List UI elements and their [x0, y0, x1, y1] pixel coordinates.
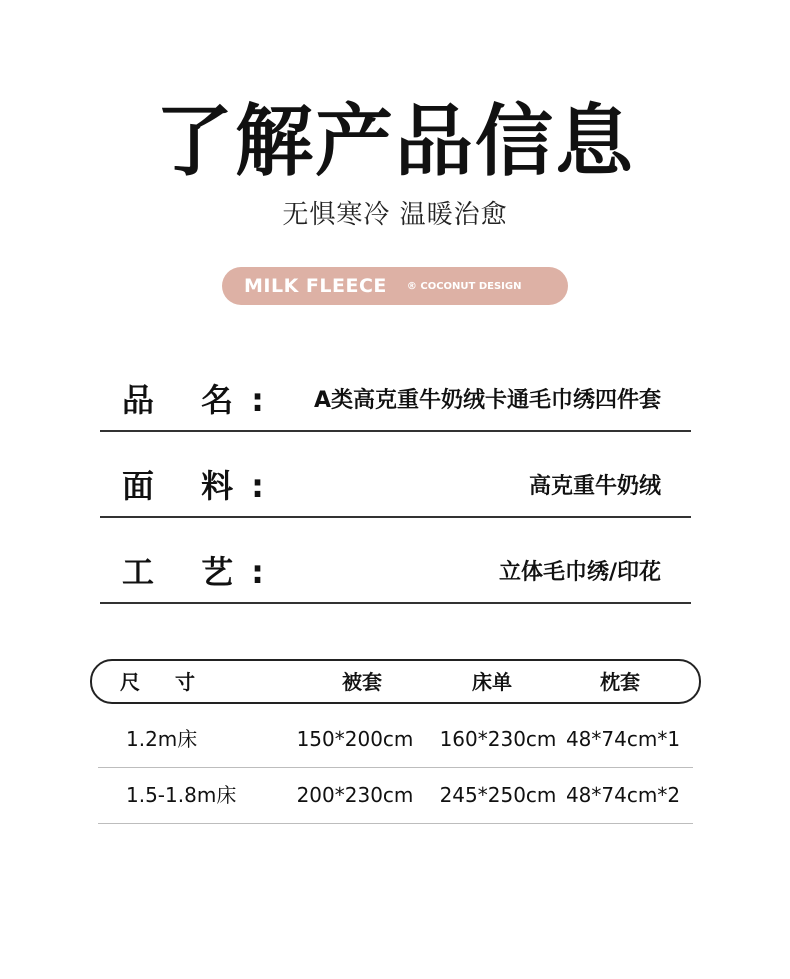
cell-pillow: 48*74cm*1	[565, 727, 681, 751]
table-row	[90, 782, 701, 812]
cell-size: 1.5-1.8m床	[126, 783, 237, 807]
info-value: A类高克重牛奶绒卡通毛巾绣四件套	[313, 388, 661, 413]
page-subtitle: 无惧寒冷 温暖治愈	[282, 200, 508, 230]
header-pillow: 枕套	[600, 670, 640, 694]
header-sheet: 床单	[472, 670, 512, 694]
header-size: 尺 寸	[120, 670, 209, 694]
cell-duvet: 200*230cm	[296, 783, 414, 807]
info-row-fabric	[100, 432, 691, 518]
info-value: 立体毛巾绣/印花	[498, 560, 661, 585]
info-row-name	[100, 346, 691, 432]
cell-pillow: 48*74cm*2	[565, 783, 681, 807]
cell-sheet: 160*230cm	[439, 727, 557, 751]
table-row	[90, 726, 701, 756]
info-label: 品 名:	[122, 381, 282, 419]
brand-name: MILK FLEECE	[244, 275, 387, 297]
brand-sub: ® COCONUT DESIGN	[406, 280, 522, 292]
page-title: 了解产品信息	[154, 97, 635, 187]
size-table-header	[90, 659, 701, 704]
header-duvet: 被套	[342, 670, 382, 694]
brand-pill	[222, 267, 568, 305]
info-label: 工 艺:	[122, 553, 282, 591]
row-divider	[98, 767, 693, 768]
cell-sheet: 245*250cm	[439, 783, 557, 807]
info-row-craft	[100, 518, 691, 604]
cell-size: 1.2m床	[126, 727, 198, 751]
info-value: 高克重牛奶绒	[528, 474, 661, 499]
row-divider	[98, 823, 693, 824]
info-label: 面 料:	[122, 467, 282, 505]
cell-duvet: 150*200cm	[296, 727, 414, 751]
